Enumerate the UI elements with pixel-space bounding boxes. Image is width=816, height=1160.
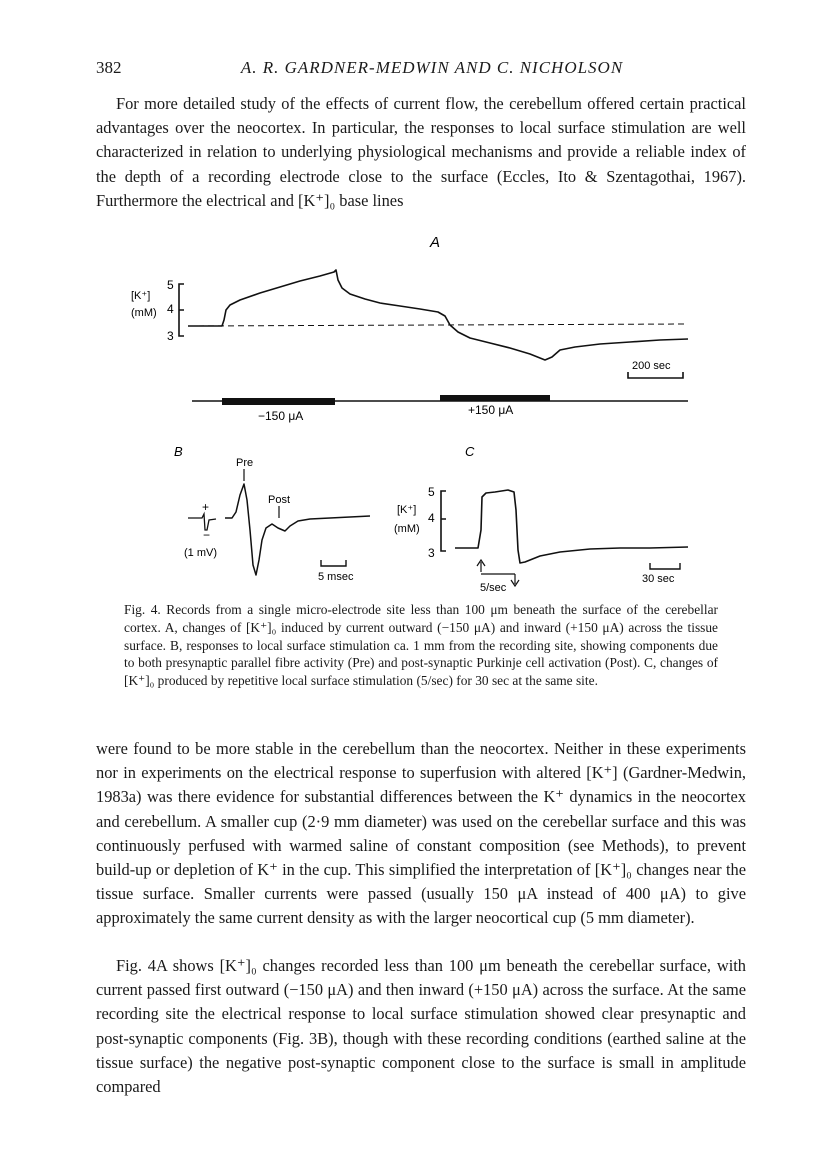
panel-b-stim-plus: +	[202, 500, 210, 514]
page-number: 382	[96, 58, 122, 77]
panel-b-post-label: Post	[268, 494, 291, 506]
panel-a-tick-5: 5	[167, 278, 174, 292]
panel-b-pre-label: Pre	[236, 457, 254, 469]
panel-a-current-label-2: +150 μA	[468, 403, 514, 417]
panel-c-label: C	[465, 444, 475, 459]
panel-b-response-trace	[225, 484, 370, 575]
panel-c-tick-4: 4	[428, 511, 435, 525]
panel-c-tick-3: 3	[428, 546, 435, 560]
panel-a-scale-bar	[628, 372, 683, 378]
panel-a-yaxis-label-2: (mM)	[131, 307, 157, 319]
panel-b-scale-bar	[321, 560, 346, 566]
panel-c-scale-bar-label: 30 sec	[642, 573, 675, 585]
panel-a-inward-current-bar	[440, 395, 550, 401]
panel-a-current-label-1: −150 μA	[258, 409, 304, 423]
panel-a-outward-current-bar	[222, 398, 335, 405]
panel-b-stimulus-trace	[188, 514, 216, 530]
panel-b-stim-minus: −	[203, 528, 211, 542]
body-paragraph-2: were found to be more stable in the cerebellum than the neocortex. Neither in these experiments nor in experiments on the electrical response to superfusion with altered [K⁺] (Gardner-Medwin, 1983a) was there evidence for substantial differences between the K⁺ dynamics in the neocortex and cerebellum. A smaller cup (2·9 mm diameter) was used on the cerebellar surface and this was continuously perfused with warmed saline of constant composition (see Methods), to prevent build-up or depletion of K⁺ in the cup. This simplified the interpretation of [K⁺]₀ changes near the tissue surface. Smaller currents were passed (usually 150 μA instead of 400 μA) to give approximately the same current density as with the larger neocortical cup (5 mm diameter).	[96, 739, 746, 928]
panel-a-label: A	[430, 234, 441, 251]
panel-a-k-trace	[188, 270, 688, 360]
panel-c-stim-label: 5/sec	[480, 582, 507, 594]
panel-a-yaxis-label-1: [K⁺]	[131, 290, 151, 302]
panel-b-calibration: (1 mV)	[184, 547, 217, 559]
panel-a-y-scale	[179, 284, 184, 336]
panel-a-tick-4: 4	[167, 302, 174, 316]
panel-b-label: B	[174, 444, 183, 459]
body-paragraph-3: Fig. 4A shows [K⁺]₀ changes recorded less than 100 μm beneath the cerebellar surface, with current passed first outward (−150 μA) and then inward (+150 μA) across the surface. At the same recording site the electrical response to local surface stimulation showed clear presynaptic and post-synaptic components (Fig. 3B), though with these recording conditions (earthed saline at the tissue surface) the negative post-synaptic component close to the surface is small in amplitude compared	[96, 956, 746, 1097]
panel-c-scale-bar	[650, 563, 680, 569]
panel-c-yaxis-label-2: (mM)	[394, 523, 420, 535]
body-paragraph-1: For more detailed study of the effects of current flow, the cerebellum offered certain practical advantages over the neocortex. In particular, the responses to local surface stimulation are well characterized in relation to underlying physiological mechanisms and provide a reliable index of the depth of a recording electrode close to the surface (Eccles, Ito & Szentagothai, 1967). Furthermore the electrical and [K⁺]₀ base lines	[96, 94, 746, 210]
panel-c-tick-5: 5	[428, 485, 435, 499]
panel-b-scale-bar-label: 5 msec	[318, 571, 354, 583]
panel-c-yaxis-label-1: [K⁺]	[397, 504, 417, 516]
running-head: A. R. GARDNER-MEDWIN AND C. NICHOLSON	[240, 58, 624, 77]
panel-a-tick-3: 3	[167, 329, 174, 343]
panel-a-baseline	[188, 324, 688, 326]
figure-caption: Fig. 4. Records from a single micro-electrode site less than 100 μm beneath the surface of the cerebellar cortex. A, changes of [K⁺]₀ induced by current outward (−150 μA) and inward (+150 μA) across the tissue surface. B, responses to local surface stimulation ca. 1 mm from the recording site, showing components due to both presynaptic parallel fibre activity (Pre) and post-synaptic Purkinje cell activation (Post). C, changes of [K⁺]₀ produced by repetitive local surface stimulation (5/sec) for 30 sec at the same site.	[124, 602, 718, 689]
panel-c-y-scale	[441, 491, 446, 551]
panel-a-scale-bar-label: 200 sec	[632, 360, 671, 372]
panel-c-k-trace	[455, 490, 688, 563]
